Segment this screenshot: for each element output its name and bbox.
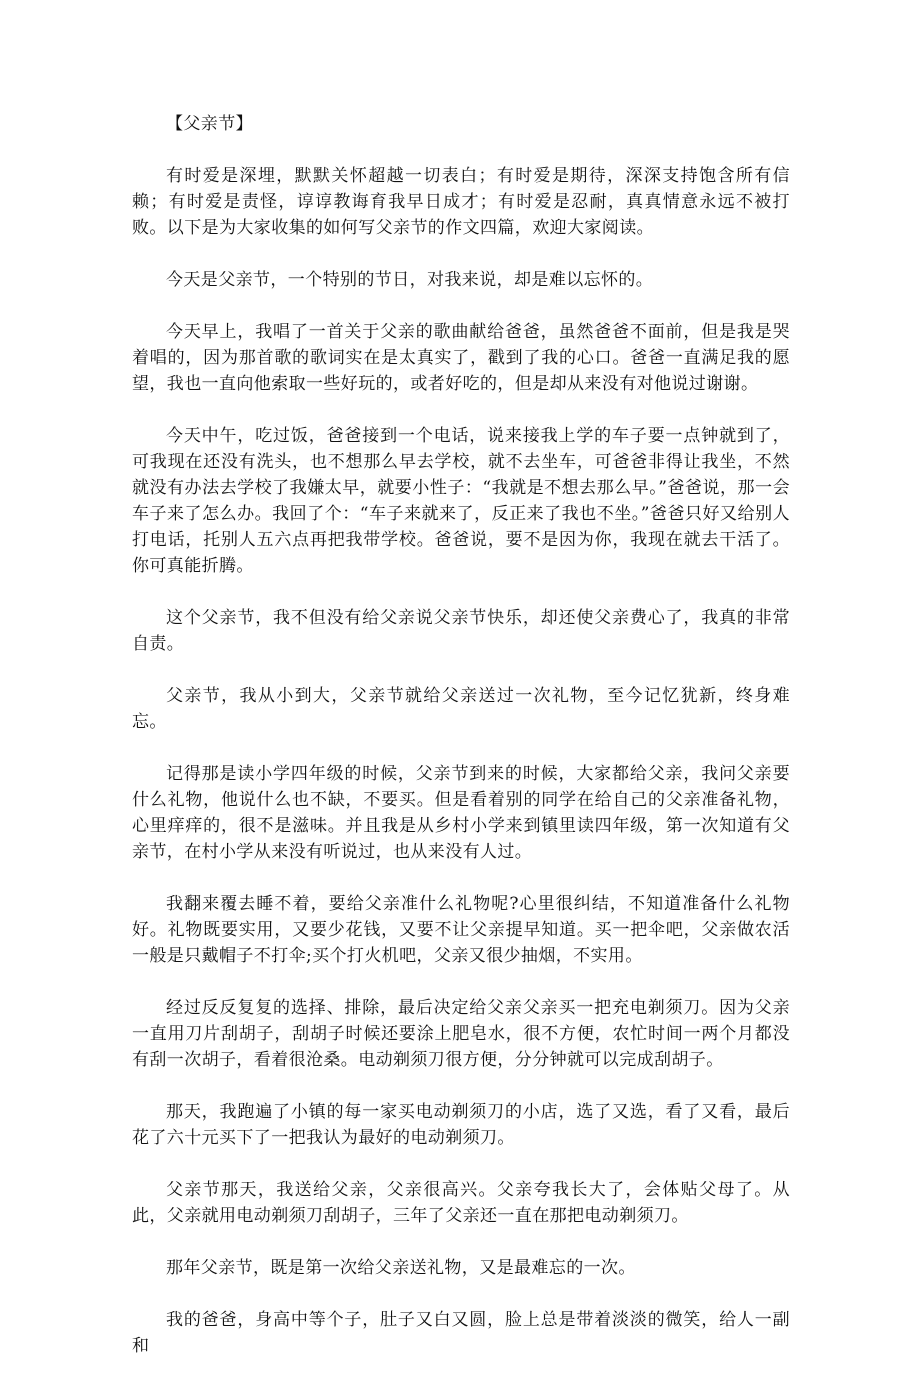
document-heading: 【父亲节】: [166, 114, 253, 134]
paragraph-intro: 有时爱是深埋，默默关怀超越一切表白；有时爱是期待，深深支持饱含所有信赖；有时爱是责怪，谆谆教诲育我早日成才；有时爱是忍耐，真真情意永远不被打败。以下是为大家收集的如何写父亲节的作文四篇，欢迎大家阅读。: [132, 166, 790, 238]
paragraph: 今天是父亲节，一个特别的节日，对我来说，却是难以忘怀的。: [166, 270, 654, 290]
document-body: [132, 111, 790, 1385]
paragraph: 这个父亲节，我不但没有给父亲说父亲节快乐，却还使父亲费心了，我真的非常自责。: [132, 608, 790, 654]
paragraph: 那年父亲节，既是第一次给父亲送礼物，又是最难忘的一次。: [166, 1258, 636, 1278]
paragraph: 父亲节那天，我送给父亲，父亲很高兴。父亲夸我长大了，会体贴父母了。从此，父亲就用电动剃须刀刮胡子，三年了父亲还一直在那把电动剃须刀。: [132, 1180, 790, 1226]
paragraph: 今天中午，吃过饭，爸爸接到一个电话，说来接我上学的车子要一点钟就到了，可我现在还没有洗头，也不想那么早去学校，就不去坐车，可爸爸非得让我坐，不然就没有办法去学校了我嫌太早，就要小性子：“我就是不想去那么早。”爸爸说，那一会车子来了怎么办。我回了个：“车子来就来了，反正来了我也不坐。”爸爸只好又给别人打电话，托别人五六点再把我带学校。爸爸说，要不是因为你，我现在就去干活了。你可真能折腾。: [132, 426, 790, 576]
paragraph: 经过反反复复的选择、排除，最后决定给父亲父亲买一把充电剃须刀。因为父亲一直用刀片刮胡子，刮胡子时候还要涂上肥皂水，很不方便，农忙时间一两个月都没有刮一次胡子，看着很沧桑。电动剃须刀很方便，分分钟就可以完成刮胡子。: [132, 998, 790, 1070]
paragraph-truncated: 我的爸爸，身高中等个子，肚子又白又圆，脸上总是带着淡淡的微笑，给人一副和: [132, 1310, 790, 1356]
paragraph: 父亲节，我从小到大，父亲节就给父亲送过一次礼物，至今记忆犹新，终身难忘。: [132, 686, 790, 732]
paragraph: 今天早上，我唱了一首关于父亲的歌曲献给爸爸，虽然爸爸不面前，但是我是哭着唱的，因为那首歌的歌词实在是太真实了，戳到了我的心口。爸爸一直满足我的愿望，我也一直向他索取一些好玩的，或者好吃的，但是却从来没有对他说过谢谢。: [132, 322, 790, 394]
paragraph: 那天，我跑遍了小镇的每一家买电动剃须刀的小店，选了又选，看了又看，最后花了六十元买下了一把我认为最好的电动剃须刀。: [132, 1102, 790, 1148]
paragraph: 我翻来覆去睡不着，要给父亲准什么礼物呢?心里很纠结，不知道准备什么礼物好。礼物既要实用，又要少花钱，又要不让父亲提早知道。买一把伞吧，父亲做农活一般是只戴帽子不打伞;买个打火机吧，父亲又很少抽烟，不实用。: [132, 894, 790, 966]
paragraph: 记得那是读小学四年级的时候，父亲节到来的时候，大家都给父亲，我问父亲要什么礼物，他说什么也不缺，不要买。但是看着别的同学在给自己的父亲准备礼物，心里痒痒的，很不是滋味。并且我是从乡村小学来到镇里读四年级，第一次知道有父亲节，在村小学从来没有听说过，也从来没有人过。: [132, 764, 790, 862]
